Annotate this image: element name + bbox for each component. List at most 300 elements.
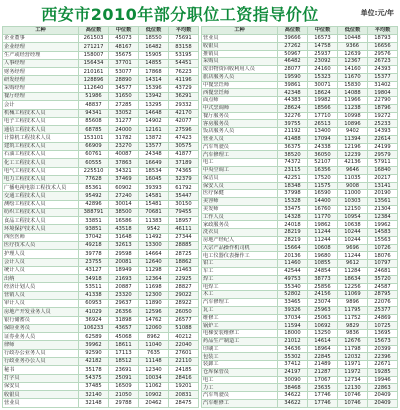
job-name-cell: 营业员 <box>3 399 79 408</box>
average-value-cell: 20190 <box>368 190 398 198</box>
median-value-cell: 16356 <box>308 167 338 175</box>
average-value-cell: 19272 <box>368 112 398 120</box>
table-row <box>202 353 398 361</box>
median-value-cell: 37863 <box>109 159 139 167</box>
high-value-cell: 35302 <box>278 353 308 361</box>
col-header-high: 高位数 <box>278 27 308 35</box>
job-name-cell: 焊工 <box>202 275 278 283</box>
low-value-cell: 12161 <box>139 126 169 134</box>
average-value-cell: 32379 <box>169 175 199 183</box>
table-row <box>202 182 398 190</box>
job-name-cell: 洗衣员 <box>202 229 278 237</box>
average-value-cell: 28885 <box>169 242 199 250</box>
job-name-cell: 房地产开发业务人员 <box>3 308 79 316</box>
low-value-cell: 11069 <box>338 291 368 299</box>
table-row <box>3 59 199 67</box>
high-value-cell: 34918 <box>79 275 109 283</box>
median-value-cell: 37701 <box>109 59 139 67</box>
average-value-cell: 35720 <box>368 275 398 283</box>
low-value-cell: 10746 <box>338 399 368 407</box>
table-row <box>202 368 398 376</box>
wage-tables <box>2 26 398 408</box>
high-value-cell: 23755 <box>79 258 109 266</box>
job-name-cell: 旅店服务人员 <box>202 73 278 81</box>
median-value-cell: 35675 <box>109 51 139 59</box>
job-name-cell: 测绘工程技术人员 <box>3 200 79 208</box>
table-row <box>202 384 398 392</box>
table-row <box>3 101 199 109</box>
low-value-cell: 11698 <box>139 283 169 291</box>
low-value-cell: 11492 <box>139 233 169 241</box>
low-value-cell: 14160 <box>338 66 368 74</box>
low-value-cell: 11238 <box>338 104 368 112</box>
table-row <box>3 35 199 43</box>
job-name-cell: 营业人员 <box>202 135 278 143</box>
median-value-cell: 24854 <box>308 267 338 275</box>
low-value-cell: 14762 <box>139 316 169 324</box>
low-value-cell: 11244 <box>338 252 368 260</box>
low-value-cell: 10034 <box>139 374 169 382</box>
job-name-cell: 仓库保管员 <box>202 368 278 376</box>
median-value-cell: 17520 <box>308 174 338 182</box>
high-value-cell: 77628 <box>79 175 109 183</box>
average-value-cell: 22614 <box>368 135 398 143</box>
job-name-cell: 中餐烹饪师 <box>202 81 278 89</box>
low-value-cell: 13942 <box>139 92 169 100</box>
job-name-cell: 电气工程技术人员 <box>3 167 79 175</box>
table-row <box>202 236 398 244</box>
high-value-cell: 210161 <box>79 68 109 76</box>
low-value-cell: 15396 <box>139 84 169 92</box>
job-name-cell: 统计人员 <box>3 266 79 274</box>
table-row <box>202 81 398 89</box>
high-value-cell: 38468 <box>278 384 308 392</box>
median-value-cell: 23691 <box>109 366 139 374</box>
low-value-cell: 10244 <box>338 236 368 244</box>
table-row <box>3 357 199 365</box>
table-row <box>202 306 398 314</box>
average-value-cell: 28475 <box>169 399 199 408</box>
high-value-cell: 42544 <box>278 267 308 275</box>
average-value-cell: 18076 <box>368 252 398 260</box>
table-row <box>202 260 398 268</box>
job-name-cell: 西医医师 <box>3 233 79 241</box>
average-value-cell: 43729 <box>169 84 199 92</box>
job-name-cell: 收银员 <box>3 391 79 399</box>
job-name-cell: 营业员 <box>202 35 278 43</box>
average-value-cell: 24869 <box>368 314 398 322</box>
table-row <box>3 117 199 125</box>
table-body-left <box>3 35 199 408</box>
table-row <box>3 266 199 274</box>
low-value-cell: 11298 <box>139 266 169 274</box>
high-value-cell: 34636 <box>278 345 308 353</box>
high-value-cell: 32276 <box>278 112 308 120</box>
low-value-cell: 18550 <box>139 35 169 43</box>
high-value-cell: 42182 <box>79 357 109 365</box>
col-header-median: 中位数 <box>109 27 139 35</box>
low-value-cell: 18534 <box>139 167 169 175</box>
table-row <box>3 192 199 200</box>
high-value-cell: 18348 <box>278 182 308 190</box>
high-value-cell: 388791 <box>79 208 109 216</box>
median-value-cell: 37469 <box>109 175 139 183</box>
low-value-cell: 70681 <box>139 208 169 216</box>
job-name-cell: 汽车修理工 <box>202 299 278 307</box>
average-value-cell: 40212 <box>169 333 199 341</box>
average-value-cell: 46111 <box>169 225 199 233</box>
table-row <box>202 97 398 105</box>
high-value-cell: 23115 <box>278 167 308 175</box>
table-row <box>202 361 398 369</box>
low-value-cell: 7635 <box>139 349 169 357</box>
job-name-cell: 计算机工程技术人员 <box>3 134 79 142</box>
average-value-cell: 20217 <box>368 174 398 182</box>
high-value-cell: 37412 <box>278 361 308 369</box>
table-row <box>3 68 199 76</box>
job-name-cell: 采购经理 <box>3 84 79 92</box>
table-row <box>3 51 199 59</box>
table-row <box>202 275 398 283</box>
table-row <box>202 42 398 50</box>
col-header-average: 平均数 <box>169 27 199 35</box>
high-value-cell: 43127 <box>79 266 109 274</box>
average-value-cell: 29022 <box>169 291 199 299</box>
high-value-cell: 225510 <box>79 167 109 175</box>
low-value-cell: 10902 <box>139 391 169 399</box>
high-value-cell: 33851 <box>79 217 109 225</box>
low-value-cell: 10998 <box>338 112 368 120</box>
average-value-cell: 24185 <box>169 366 199 374</box>
average-value-cell: 13695 <box>368 330 398 338</box>
average-value-cell: 22076 <box>368 299 398 307</box>
job-name-cell: 律师 <box>3 341 79 349</box>
average-value-cell: 27601 <box>169 349 199 357</box>
high-value-cell: 15328 <box>278 198 308 206</box>
average-value-cell: 10725 <box>368 322 398 330</box>
average-value-cell: 57911 <box>368 159 398 167</box>
table-row <box>202 112 398 120</box>
low-value-cell: 12150 <box>338 205 368 213</box>
high-value-cell: 48837 <box>79 101 109 109</box>
low-value-cell: 15905 <box>139 51 169 59</box>
median-value-cell: 17067 <box>308 376 338 384</box>
average-value-cell: 15377 <box>368 73 398 81</box>
table-row <box>202 190 398 198</box>
median-value-cell: 11770 <box>308 213 338 221</box>
job-name-cell: 美发师 <box>202 205 278 213</box>
high-value-cell: 20136 <box>278 252 308 260</box>
low-value-cell: 12239 <box>338 151 368 159</box>
wage-table-left <box>2 26 199 408</box>
table-row <box>3 300 199 308</box>
table-row <box>202 151 398 159</box>
average-value-cell: 36291 <box>169 92 199 100</box>
table-row <box>202 252 398 260</box>
high-value-cell: 28219 <box>278 236 308 244</box>
job-name-cell: 环境保护技术人员 <box>3 225 79 233</box>
average-value-cell: 24199 <box>368 143 398 151</box>
low-value-cell: 9836 <box>338 330 368 338</box>
high-value-cell: 39962 <box>79 341 109 349</box>
median-value-cell: 38500 <box>109 208 139 216</box>
table-row <box>3 167 199 175</box>
average-value-cell: 24587 <box>368 283 398 291</box>
average-value-cell: 51088 <box>169 324 199 332</box>
job-name-cell: 护理人员 <box>3 250 79 258</box>
high-value-cell: 39755 <box>278 120 308 128</box>
average-value-cell: 29332 <box>169 101 199 109</box>
average-value-cell: 20409 <box>368 392 398 400</box>
page-header <box>0 0 400 26</box>
job-name-cell: 交通工程技术人员 <box>3 192 79 200</box>
col-header-low: 低位数 <box>139 27 169 35</box>
low-value-cell: 12300 <box>139 291 169 299</box>
low-value-cell: 10896 <box>338 120 368 128</box>
low-value-cell: 11972 <box>338 368 368 376</box>
high-value-cell: 46482 <box>278 58 308 66</box>
high-value-cell: 19590 <box>278 73 308 81</box>
high-value-cell: 21012 <box>278 337 308 345</box>
job-name-cell: 汽车驾驶员 <box>202 143 278 151</box>
average-value-cell: 24393 <box>368 66 398 74</box>
low-value-cell: 12256 <box>338 283 368 291</box>
median-value-cell: 23270 <box>109 142 139 150</box>
average-value-cell: 10797 <box>368 260 398 268</box>
table-row <box>202 135 398 143</box>
median-value-cell: 24156 <box>308 291 338 299</box>
average-value-cell: 75691 <box>169 35 199 43</box>
average-value-cell: 41196 <box>169 76 199 84</box>
average-value-cell: 76223 <box>169 68 199 76</box>
job-name-cell: 电工 <box>202 376 278 384</box>
job-name-cell: 力工 <box>202 384 278 392</box>
job-name-cell: 纺织工程技术人员 <box>3 208 79 216</box>
average-value-cell: 18793 <box>368 35 398 43</box>
average-value-cell: 18796 <box>368 104 398 112</box>
median-value-cell: 25856 <box>308 283 338 291</box>
median-value-cell: 23635 <box>308 384 338 392</box>
median-value-cell: 31650 <box>109 92 139 100</box>
median-value-cell: 40087 <box>109 150 139 158</box>
page-title: 西安市2010年部分职位工资指导价位 <box>41 5 319 24</box>
median-value-cell: 18611 <box>109 341 139 349</box>
table-row <box>3 349 199 357</box>
high-value-cell: 94341 <box>79 109 109 117</box>
job-name-cell: 会计人员 <box>3 258 79 266</box>
average-value-cell: 19285 <box>368 368 398 376</box>
median-value-cell: 24338 <box>308 143 338 151</box>
median-value-cell: 13250 <box>308 330 338 338</box>
low-value-cell: 15481 <box>139 200 169 208</box>
median-value-cell: 31782 <box>109 134 139 142</box>
median-value-cell: 16573 <box>308 35 338 43</box>
low-value-cell: 12734 <box>338 376 368 384</box>
high-value-cell: 53511 <box>79 283 109 291</box>
table-body-right <box>202 35 398 408</box>
job-name-cell: 食品工程技术人员 <box>3 217 79 225</box>
low-value-cell: 12367 <box>338 58 368 66</box>
table-row <box>202 66 398 74</box>
low-value-cell: 10448 <box>338 35 368 43</box>
high-value-cell: 60953 <box>79 300 109 308</box>
table-row <box>202 345 398 353</box>
job-name-cell: 通信工程技术人员 <box>3 126 79 134</box>
table-row <box>202 392 398 400</box>
low-value-cell: 16649 <box>139 159 169 167</box>
job-name-cell: 保安员 <box>3 382 79 390</box>
average-value-cell: 30150 <box>169 200 199 208</box>
high-value-cell: 32148 <box>79 399 109 408</box>
job-name-cell: 出纳 <box>3 275 79 283</box>
table-row <box>202 291 398 299</box>
table-row <box>3 391 199 399</box>
high-value-cell: 37034 <box>278 314 308 322</box>
low-value-cell: 13295 <box>139 101 169 109</box>
average-value-cell: 16840 <box>368 167 398 175</box>
high-value-cell: 128896 <box>79 76 109 84</box>
job-name-cell: 营销人员 <box>3 291 79 299</box>
high-value-cell: 271217 <box>79 43 109 51</box>
high-value-cell: 11594 <box>278 322 308 330</box>
table-row <box>3 134 199 142</box>
table-row <box>202 198 398 206</box>
low-value-cell: 24348 <box>139 150 169 158</box>
high-value-cell: 27262 <box>278 42 308 50</box>
job-name-cell: 保安人员 <box>202 182 278 190</box>
average-value-cell: 27596 <box>169 126 199 134</box>
median-value-cell: 33052 <box>109 109 139 117</box>
high-value-cell: 44383 <box>278 97 308 105</box>
median-value-cell: 30014 <box>109 200 139 208</box>
high-value-cell: 15664 <box>278 244 308 252</box>
table-row <box>3 366 199 374</box>
low-value-cell: 11971 <box>338 361 368 369</box>
table-row <box>3 233 199 241</box>
job-name-cell: 采购员 <box>202 58 278 66</box>
average-value-cell: 42077 <box>169 117 199 125</box>
average-value-cell: 22396 <box>368 353 398 361</box>
low-value-cell: 14855 <box>139 59 169 67</box>
median-value-cell: 45068 <box>109 333 139 341</box>
job-name-cell: 财务经理 <box>3 68 79 76</box>
table-row <box>3 150 199 158</box>
high-value-cell: 106233 <box>79 324 109 332</box>
high-value-cell: 37998 <box>278 190 308 198</box>
job-name-cell: 行政办公业务人员 <box>3 349 79 357</box>
low-value-cell: 14664 <box>139 250 169 258</box>
table-row <box>202 267 398 275</box>
median-value-cell: 17113 <box>109 349 139 357</box>
median-value-cell: 17710 <box>308 112 338 120</box>
high-value-cell: 66909 <box>79 142 109 150</box>
low-value-cell: 11670 <box>338 73 368 81</box>
low-value-cell: 11890 <box>139 300 169 308</box>
low-value-cell: 9829 <box>338 322 368 330</box>
average-value-cell: 29579 <box>368 151 398 159</box>
median-value-cell: 14614 <box>308 337 338 345</box>
table-row <box>3 109 199 117</box>
low-value-cell: 11795 <box>338 306 368 314</box>
low-value-cell: 15830 <box>338 81 368 89</box>
median-value-cell: 16590 <box>308 190 338 198</box>
low-value-cell: 14088 <box>338 89 368 97</box>
low-value-cell: 14902 <box>139 117 169 125</box>
low-value-cell: 12130 <box>338 384 368 392</box>
table-row <box>202 58 398 66</box>
table-row <box>202 399 398 407</box>
average-value-cell: 24681 <box>368 267 398 275</box>
average-value-cell: 25233 <box>368 120 398 128</box>
job-name-cell: 建筑工程技术人员 <box>3 142 79 150</box>
low-value-cell: 12340 <box>139 366 169 374</box>
high-value-cell: 24018 <box>278 221 308 229</box>
median-value-cell: 36050 <box>308 151 338 159</box>
table-row <box>3 324 199 332</box>
job-name-cell: 推销员 <box>202 50 278 58</box>
job-name-cell: 印刷工 <box>202 345 278 353</box>
job-name-cell: 医疗保健 <box>202 190 278 198</box>
average-value-cell: 10726 <box>368 244 398 252</box>
high-value-cell: 36924 <box>79 316 109 324</box>
table-row <box>202 73 398 81</box>
low-value-cell: 39393 <box>139 184 169 192</box>
median-value-cell: 43518 <box>109 225 139 233</box>
average-value-cell: 30575 <box>169 142 199 150</box>
table-row <box>3 225 199 233</box>
low-value-cell: 42136 <box>338 159 368 167</box>
job-name-cell: 会计 <box>3 101 79 109</box>
job-name-cell: 电工仪器仪表操作工 <box>202 252 278 260</box>
job-name-cell: 企业董事 <box>3 35 79 43</box>
low-value-cell: 12640 <box>139 258 169 266</box>
median-value-cell: 18949 <box>109 266 139 274</box>
high-value-cell: 68785 <box>79 126 109 134</box>
median-value-cell: 18512 <box>109 357 139 365</box>
average-value-cell: 21304 <box>368 205 398 213</box>
table-row <box>202 330 398 338</box>
average-value-cell: 13141 <box>368 182 398 190</box>
table-row <box>3 283 199 291</box>
high-value-cell: 153101 <box>79 134 109 142</box>
median-value-cell: 34577 <box>109 84 139 92</box>
job-name-cell: 电子工程技术人员 <box>3 117 79 125</box>
table-row <box>202 337 398 345</box>
median-value-cell: 53077 <box>109 68 139 76</box>
table-header-row <box>3 27 199 35</box>
median-value-cell: 24160 <box>308 66 338 74</box>
high-value-cell: 93851 <box>79 225 109 233</box>
median-value-cell: 29598 <box>109 250 139 258</box>
low-value-cell: 12032 <box>338 353 368 361</box>
median-value-cell: 29637 <box>109 300 139 308</box>
median-value-cell: 15323 <box>308 73 338 81</box>
table-row <box>3 84 199 92</box>
average-value-cell: 41877 <box>169 150 199 158</box>
high-value-cell: 32140 <box>79 391 109 399</box>
job-name-cell: 中式烹调师 <box>202 104 278 112</box>
average-value-cell: 22671 <box>368 361 398 369</box>
low-value-cell: 10954 <box>338 213 368 221</box>
median-value-cell: 19982 <box>308 97 338 105</box>
median-value-cell: 30071 <box>308 81 338 89</box>
high-value-cell: 49218 <box>79 242 109 250</box>
job-name-cell: 餐厅经理 <box>3 92 79 100</box>
table-row <box>202 244 398 252</box>
table-row <box>202 89 398 97</box>
high-value-cell: 60555 <box>79 159 109 167</box>
high-value-cell: 33465 <box>278 299 308 307</box>
